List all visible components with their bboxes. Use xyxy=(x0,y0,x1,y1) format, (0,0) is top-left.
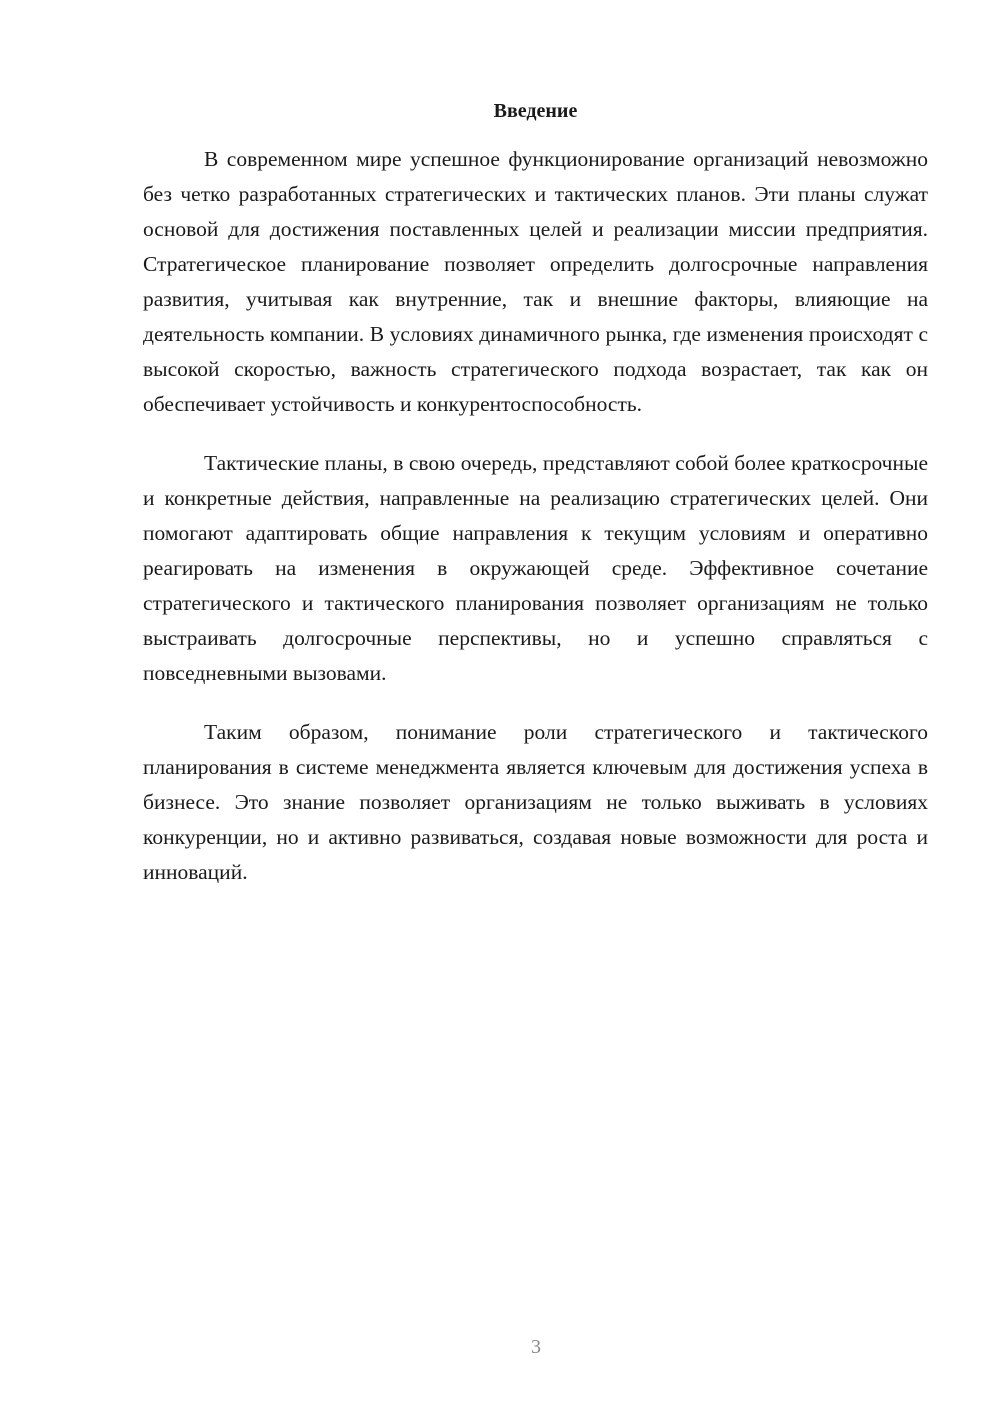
section-title: Введение xyxy=(493,100,578,122)
paragraph-tactical-plans: Тактические планы, в свою очередь, представляют собой более краткосрочные и конкретные действия, направленные на реализацию стратегических целей. Они помогают адаптировать общие направления к текущим условиям и оперативно реагировать на изменения в окружающей среде. Эффективное сочетание стратегического и тактического планирования позволяет организациям не только выстраивать долгосрочные перспективы, но и успешно справляться с повседневными вызовами. xyxy=(143,451,928,685)
paragraph-intro: В современном мире успешное функционирование организаций невозможно без четко разработанных стратегических и тактических планов. Эти планы служат основой для достижения поставленных целей и реализации миссии предприятия. Стратегическое планирование позволяет определить долгосрочные направления развития, учитывая как внутренние, так и внешние факторы, влияющие на деятельность компании. В условиях динамичного рынка, где изменения происходят с высокой скоростью, важность стратегического подхода возрастает, так как он обеспечивает устойчивость и конкурентоспособность. xyxy=(143,147,928,416)
paragraph-conclusion: Таким образом, понимание роли стратегического и тактического планирования в системе менеджмента является ключевым для достижения успеха в бизнесе. Это знание позволяет организациям не только выживать в условиях конкуренции, но и активно развиваться, создавая новые возможности для роста и инноваций. xyxy=(143,720,928,884)
body-text xyxy=(143,142,928,890)
page-number: 3 xyxy=(531,1336,541,1358)
